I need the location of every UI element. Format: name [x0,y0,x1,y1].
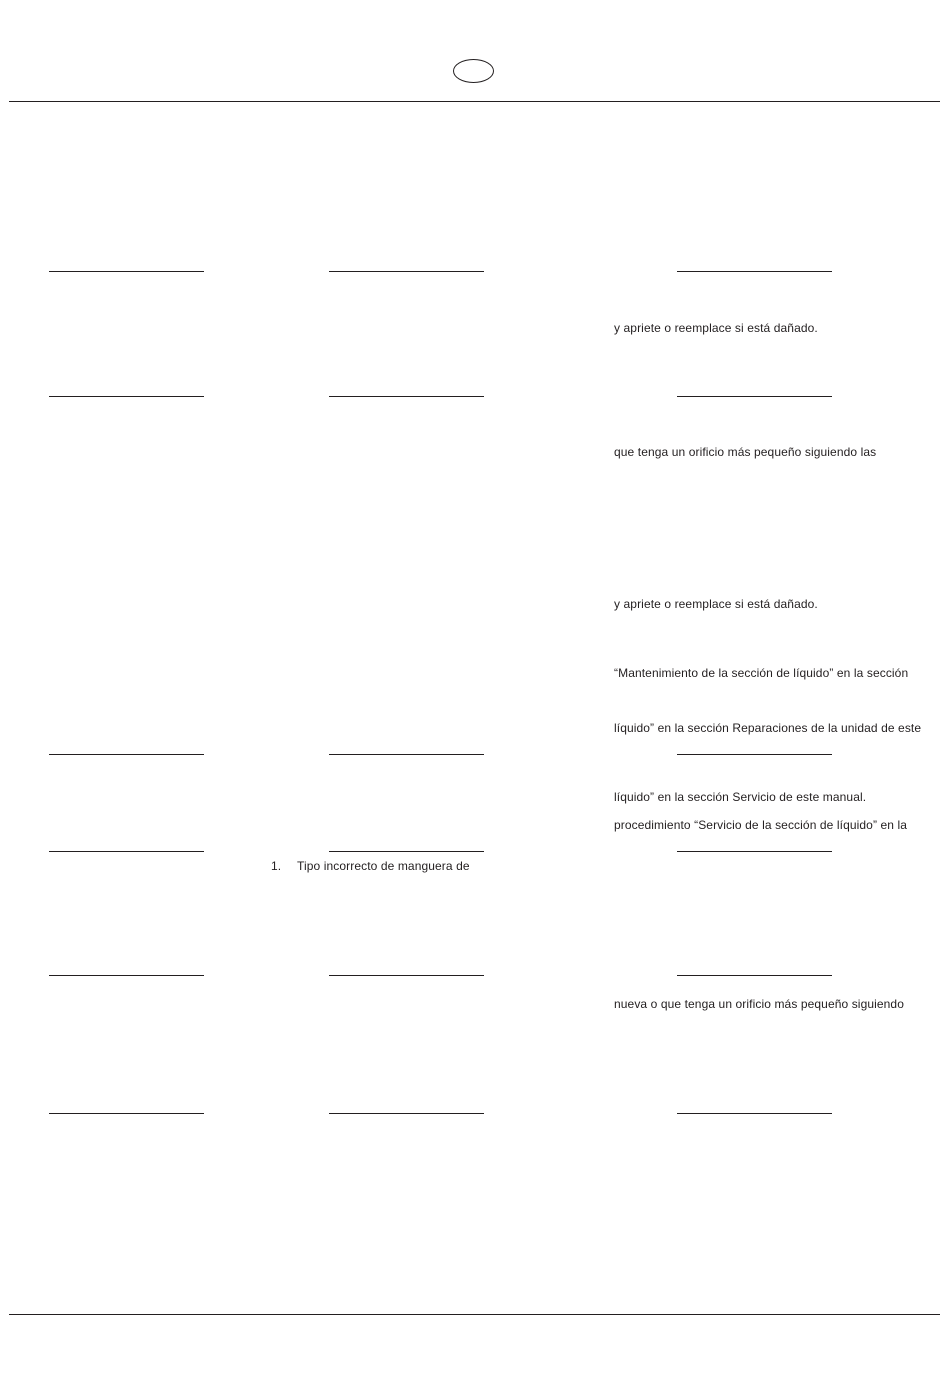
table-rule [49,754,204,755]
text-line: y apriete o reemplace si está dañado. [614,321,818,335]
list-item-number: 1. [271,859,282,873]
language-badge-oval [453,59,494,83]
table-rule [677,1113,832,1114]
list-item-text: Tipo incorrecto de manguera de [297,859,470,873]
table-rule [329,754,484,755]
text-line: nueva o que tenga un orificio más pequeño siguiendo [614,997,904,1011]
table-rule [329,271,484,272]
table-rule [329,851,484,852]
table-rule [49,851,204,852]
table-rule [49,396,204,397]
footer-rule [9,1314,940,1315]
table-rule [329,975,484,976]
table-rule [329,1113,484,1114]
table-rule [677,396,832,397]
header-rule [9,101,940,102]
text-line: líquido” en la sección Reparaciones de la unidad de este [614,721,922,735]
table-rule [677,754,832,755]
table-rule [49,975,204,976]
table-rule [49,1113,204,1114]
text-line: procedimiento “Servicio de la sección de líquido” en la [614,818,907,832]
table-rule [677,271,832,272]
text-line: que tenga un orificio más pequeño siguiendo las [614,445,877,459]
text-line: y apriete o reemplace si está dañado. [614,597,818,611]
text-line: “Mantenimiento de la sección de líquido” en la sección [614,666,909,680]
table-rule [49,271,204,272]
text-line: líquido” en la sección Servicio de este manual. [614,790,867,804]
table-rule [677,851,832,852]
table-rule [329,396,484,397]
table-rule [677,975,832,976]
